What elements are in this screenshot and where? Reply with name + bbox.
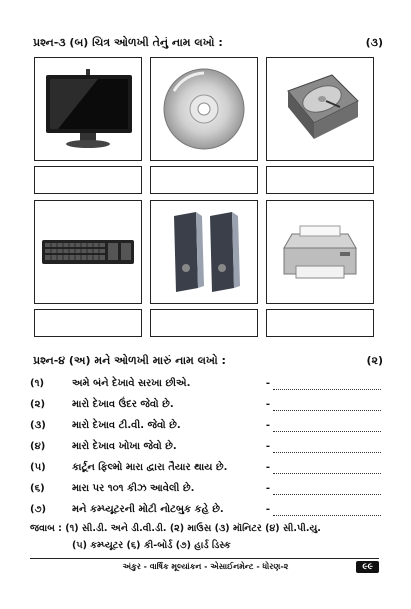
item-text: મારા પર ૧૦૧ કીઝ આવેલી છે. <box>72 483 195 494</box>
item-dash: - <box>265 399 271 410</box>
item-number: (૬) <box>30 483 45 494</box>
item-dash: - <box>265 420 271 431</box>
item-dash: - <box>265 483 271 494</box>
question-3-title: પ્રશ્ન-૩ (બ) ચિત્ર ઓળખી તેનું નામ લખો : <box>33 36 223 49</box>
image-grid-row-2 <box>34 200 374 304</box>
question-3-header <box>33 36 383 50</box>
answer-blank[interactable] <box>273 440 381 453</box>
hard-disk-image <box>266 57 374 161</box>
keyboard-icon <box>38 204 138 300</box>
question-3-marks: (૩) <box>365 36 383 49</box>
page-number-badge: ૯૯ <box>356 561 379 573</box>
answer-blank[interactable] <box>273 503 381 516</box>
printer-icon <box>270 204 370 300</box>
item-text: અમે બંને દેખાવે સરખા છીએ. <box>72 378 191 389</box>
answer-boxes-row-2 <box>34 304 374 337</box>
item-number: (૨) <box>30 399 46 410</box>
printer-image <box>266 200 374 304</box>
answer-boxes-row-1 <box>34 161 374 194</box>
list-item <box>30 415 381 436</box>
answer-box[interactable] <box>34 309 142 337</box>
answer-blank[interactable] <box>273 398 381 411</box>
item-dash: - <box>265 462 271 473</box>
answer-blank[interactable] <box>273 482 381 495</box>
answer-key-line-2: (૫) કમ્પ્યૂટર (૬) કી-બોર્ડ (૭) હાર્ડ ડિસ્ક <box>72 540 231 551</box>
item-dash: - <box>265 378 271 389</box>
item-number: (૩) <box>30 420 46 431</box>
speakers-icon <box>154 204 254 300</box>
riddle-list <box>30 373 381 520</box>
cd-disc-icon <box>154 61 254 157</box>
list-item <box>30 394 381 415</box>
keyboard-image <box>34 200 142 304</box>
item-text: મને કમ્પ્યૂટરની મોટી નોટબુક કહે છે. <box>72 504 224 515</box>
answer-box[interactable] <box>150 166 258 194</box>
answer-key-line-1: જવાબ : (૧) સી.ડી. અને ડી.વી.ડી. (૨) માઉસ (૩) મૉનિટર (૪) સી.પી.યુ. <box>30 523 321 534</box>
item-text: મારો દેખાવ ટી.વી. જેવો છે. <box>72 420 181 431</box>
monitor-icon <box>38 61 138 157</box>
item-text: મારો દેખાવ ઉંદર જેવો છે. <box>72 399 174 410</box>
hard-disk-icon <box>270 61 370 157</box>
cd-disc-image <box>150 57 258 161</box>
monitor-image <box>34 57 142 161</box>
answer-box[interactable] <box>266 309 374 337</box>
answer-blank[interactable] <box>273 377 381 390</box>
item-number: (૭) <box>30 504 47 515</box>
footer-text: અંકુર - વાર્ષિક મૂલ્યાંકન - એસાઈનમેન્ટ - ધોરણ-૨ <box>122 562 289 571</box>
item-number: (૫) <box>30 462 46 473</box>
list-item <box>30 457 381 478</box>
question-4-header <box>33 354 383 368</box>
answer-box[interactable] <box>34 166 142 194</box>
question-4-marks: (૨) <box>366 354 383 367</box>
list-item <box>30 478 381 499</box>
item-text: મારો દેખાવ ખોખા જેવો છે. <box>72 441 177 452</box>
image-grid-row-1 <box>34 57 374 161</box>
item-dash: - <box>265 504 271 515</box>
answer-blank[interactable] <box>273 461 381 474</box>
answer-box[interactable] <box>150 309 258 337</box>
answer-key <box>30 520 321 554</box>
list-item <box>30 499 381 520</box>
list-item <box>30 436 381 457</box>
speakers-image <box>150 200 258 304</box>
list-item <box>30 373 381 394</box>
answer-box[interactable] <box>266 166 374 194</box>
item-number: (૧) <box>30 378 45 389</box>
item-dash: - <box>265 441 271 452</box>
item-number: (૪) <box>30 441 46 452</box>
question-4-title: પ્રશ્ન-૪ (અ) મને ઓળખી મારું નામ લખો : <box>33 354 226 367</box>
footer-divider <box>30 558 379 559</box>
item-text: કાર્ટૂન ફિલ્મો મારા દ્વારા તૈયાર થાય છે. <box>72 462 228 473</box>
answer-blank[interactable] <box>273 419 381 432</box>
